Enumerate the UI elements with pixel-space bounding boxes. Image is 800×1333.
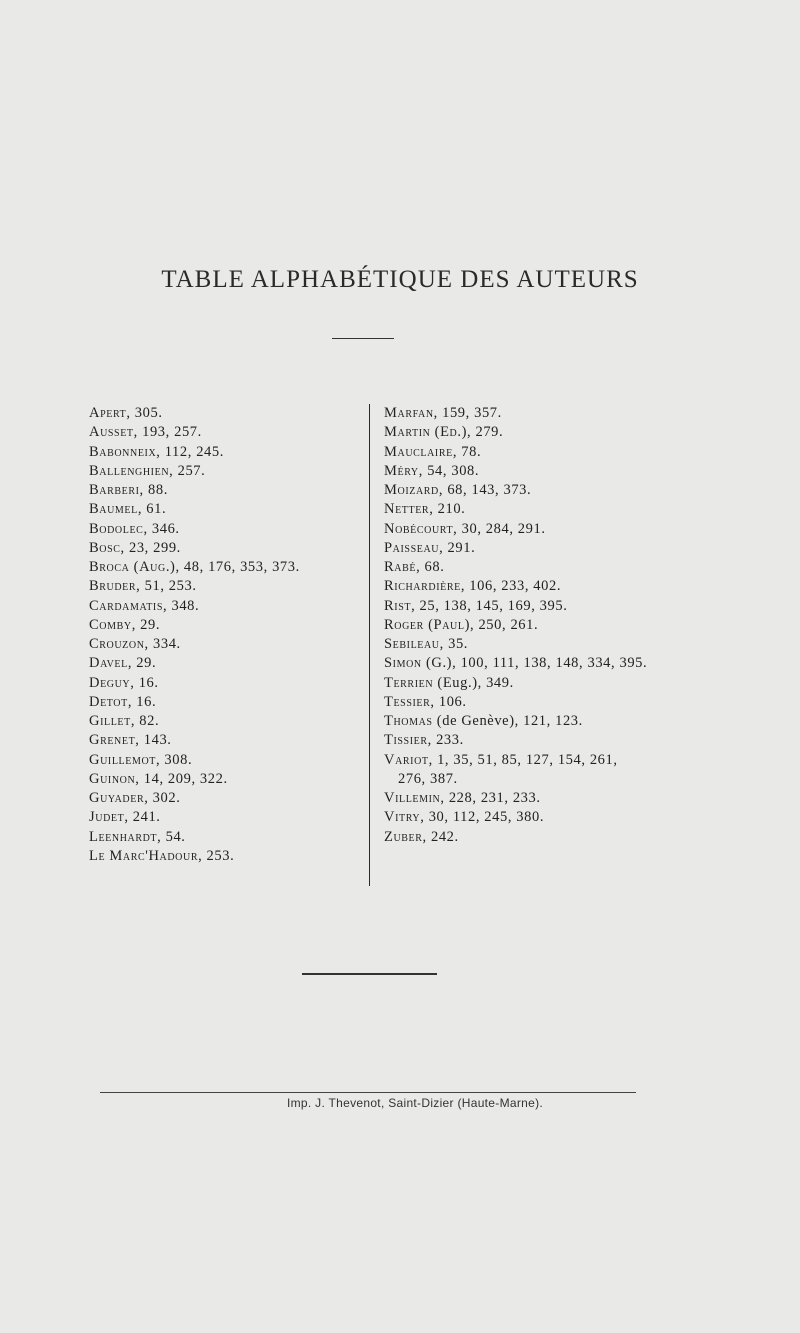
- page-title: TABLE ALPHABÉTIQUE DES AUTEURS: [161, 266, 639, 293]
- author-name: Guinon: [89, 770, 136, 787]
- column-divider: [369, 404, 370, 886]
- author-pages: , 242.: [422, 828, 459, 845]
- author-entry: [384, 558, 647, 577]
- author-name: Tessier: [384, 693, 431, 710]
- author-entry: [89, 404, 300, 423]
- author-pages: , 143.: [135, 732, 172, 749]
- author-pages: 276, 387.: [398, 770, 458, 787]
- author-pages: , 346.: [143, 520, 180, 537]
- author-pages: , 253.: [198, 847, 235, 864]
- author-pages: , 25, 138, 145, 169, 395.: [411, 597, 568, 614]
- author-pages: , 48, 176, 353, 373.: [175, 559, 300, 575]
- author-name: Cardamatis: [89, 597, 164, 614]
- author-pages: , 30, 112, 245, 380.: [420, 809, 545, 826]
- author-entry: [89, 693, 300, 712]
- author-name: Baumel: [89, 501, 138, 518]
- author-pages: , 193, 257.: [133, 424, 202, 441]
- author-name: Leenhardt: [89, 828, 158, 845]
- author-name: Moizard: [384, 482, 439, 498]
- author-name: Netter: [384, 501, 430, 518]
- author-entry: [89, 712, 300, 731]
- author-entry-continuation: [384, 770, 647, 789]
- author-pages: , 29.: [127, 655, 157, 672]
- author-name: Sebileau: [384, 636, 440, 652]
- author-name: Ausset: [89, 424, 134, 441]
- author-entry: [384, 635, 647, 654]
- author-name: Detot: [89, 693, 128, 710]
- author-name: Davel: [89, 655, 128, 672]
- author-pages: , 88.: [139, 482, 168, 498]
- author-pages: , 112, 245.: [156, 443, 224, 460]
- author-pages: , 14, 209, 322.: [135, 770, 228, 787]
- author-name: Judet: [89, 809, 125, 826]
- author-name: Martin (Ed.): [384, 424, 468, 441]
- author-name: Guillemot: [89, 751, 156, 768]
- author-pages: , 61.: [137, 501, 167, 518]
- author-name: Simon: [384, 655, 422, 672]
- author-name: Gillet: [89, 713, 131, 729]
- author-column-left: [89, 404, 300, 866]
- author-entry: [384, 443, 647, 462]
- author-pages: , 16.: [127, 693, 157, 710]
- author-entry: [89, 462, 300, 481]
- author-name: Le Marc'Hadour: [89, 847, 199, 864]
- author-pages: , 54.: [157, 828, 186, 845]
- title-rule: [332, 338, 394, 339]
- author-entry: [384, 423, 647, 442]
- author-name: Apert: [89, 405, 127, 421]
- author-name: Paisseau: [384, 539, 440, 556]
- author-name: Mauclaire: [384, 443, 453, 460]
- author-pages: , 228, 231, 233.: [440, 790, 541, 806]
- author-name: Broca (Aug.): [89, 559, 176, 575]
- author-name: Thomas: [384, 713, 433, 729]
- author-name: Tissier: [384, 732, 428, 749]
- author-name: Vitry: [384, 809, 421, 826]
- author-entry: [384, 712, 647, 731]
- author-pages: , 82.: [130, 713, 160, 729]
- author-name: Nobécourt: [384, 520, 454, 537]
- author-entry: [384, 789, 647, 808]
- author-entry: [384, 654, 647, 673]
- author-pages: (G.), 100, 111, 138, 148, 334, 395.: [421, 655, 648, 672]
- author-entry: [384, 616, 647, 635]
- author-name: Rabé: [384, 559, 417, 575]
- author-entry: [89, 789, 300, 808]
- author-name: Bodolec: [89, 520, 144, 537]
- author-entry: [89, 828, 300, 847]
- author-pages: , 233.: [427, 732, 464, 749]
- author-name: Zuber: [384, 828, 423, 845]
- author-pages: , 305.: [126, 405, 163, 421]
- author-pages: , 23, 299.: [120, 539, 181, 556]
- author-entry: [384, 731, 647, 750]
- author-entry: [89, 443, 300, 462]
- author-name: Marfan: [384, 405, 434, 421]
- author-name: Terrien: [384, 674, 434, 691]
- author-pages: , 106.: [430, 693, 467, 710]
- author-name: Crouzon: [89, 636, 145, 652]
- author-name: Babonneix: [89, 443, 157, 460]
- author-pages: , 78.: [452, 443, 482, 460]
- end-rule: [302, 973, 437, 975]
- author-pages: , 68, 143, 373.: [438, 482, 532, 498]
- author-name: Bosc: [89, 539, 121, 556]
- author-name: Ballenghien: [89, 462, 170, 479]
- author-pages: , 334.: [144, 636, 181, 652]
- author-pages: , 257.: [169, 462, 206, 479]
- author-entry: [384, 828, 647, 847]
- author-pages: , 54, 308.: [418, 462, 480, 479]
- printer-imprint: Imp. J. Thevenot, Saint-Dizier (Haute-Marne).: [286, 1096, 544, 1110]
- author-entry: [89, 751, 300, 770]
- author-entry: [384, 577, 647, 596]
- author-entry: [89, 539, 300, 558]
- author-name: Méry: [384, 462, 419, 479]
- imprint-rule: [100, 1092, 636, 1093]
- author-pages: , 16.: [130, 674, 159, 691]
- author-column-right: [384, 404, 647, 847]
- author-entry: [384, 462, 647, 481]
- author-entry: [89, 500, 300, 519]
- author-name: Grenet: [89, 732, 136, 749]
- author-pages: , 308.: [155, 751, 193, 768]
- author-pages: , 348.: [163, 597, 200, 614]
- author-entry: [89, 674, 300, 693]
- author-entry: [384, 481, 647, 500]
- author-name: Variot: [384, 751, 429, 768]
- author-name: Roger (Paul): [384, 616, 470, 633]
- author-name: Guyader: [89, 790, 145, 806]
- author-entry: [384, 404, 647, 423]
- author-entry: [384, 539, 647, 558]
- author-pages: , 241.: [124, 809, 161, 826]
- author-entry: [89, 597, 300, 616]
- author-pages: , 51, 253.: [136, 578, 197, 595]
- author-pages: , 1, 35, 51, 85, 127, 154, 261,: [428, 751, 618, 768]
- author-entry: [89, 577, 300, 596]
- author-entry: [89, 847, 300, 866]
- author-entry: [89, 481, 300, 500]
- author-entry: [89, 520, 300, 539]
- author-pages: (Eug.), 349.: [433, 674, 514, 691]
- author-entry: [89, 808, 300, 827]
- author-entry: [89, 635, 300, 654]
- author-entry: [384, 808, 647, 827]
- author-entry: [384, 674, 647, 693]
- author-pages: , 29.: [131, 616, 161, 633]
- author-pages: , 279.: [467, 424, 504, 441]
- author-pages: , 210.: [429, 501, 466, 518]
- author-pages: , 30, 284, 291.: [453, 520, 546, 537]
- author-name: Richardière: [384, 578, 461, 595]
- author-entry: [89, 616, 300, 635]
- author-pages: , 106, 233, 402.: [460, 578, 562, 595]
- author-name: Rist: [384, 597, 412, 614]
- author-entry: [89, 654, 300, 673]
- author-entry: [384, 520, 647, 539]
- author-entry: [384, 693, 647, 712]
- author-entry: [384, 751, 647, 770]
- author-pages: , 291.: [439, 539, 476, 556]
- author-entry: [384, 500, 647, 519]
- author-pages: , 302.: [144, 790, 181, 806]
- author-pages: , 35.: [439, 636, 469, 652]
- author-entry: [89, 770, 300, 789]
- author-name: Villemin: [384, 790, 441, 806]
- author-entry: [89, 558, 300, 577]
- author-entry: [384, 597, 647, 616]
- author-pages: (de Genève), 121, 123.: [432, 713, 583, 729]
- author-pages: , 159, 357.: [433, 405, 502, 421]
- author-name: Deguy: [89, 674, 131, 691]
- author-pages: , 250, 261.: [470, 616, 539, 633]
- author-name: Comby: [89, 616, 132, 633]
- author-name: Bruder: [89, 578, 137, 595]
- author-pages: , 68.: [416, 559, 445, 575]
- author-entry: [89, 423, 300, 442]
- author-entry: [89, 731, 300, 750]
- author-name: Barberi: [89, 482, 140, 498]
